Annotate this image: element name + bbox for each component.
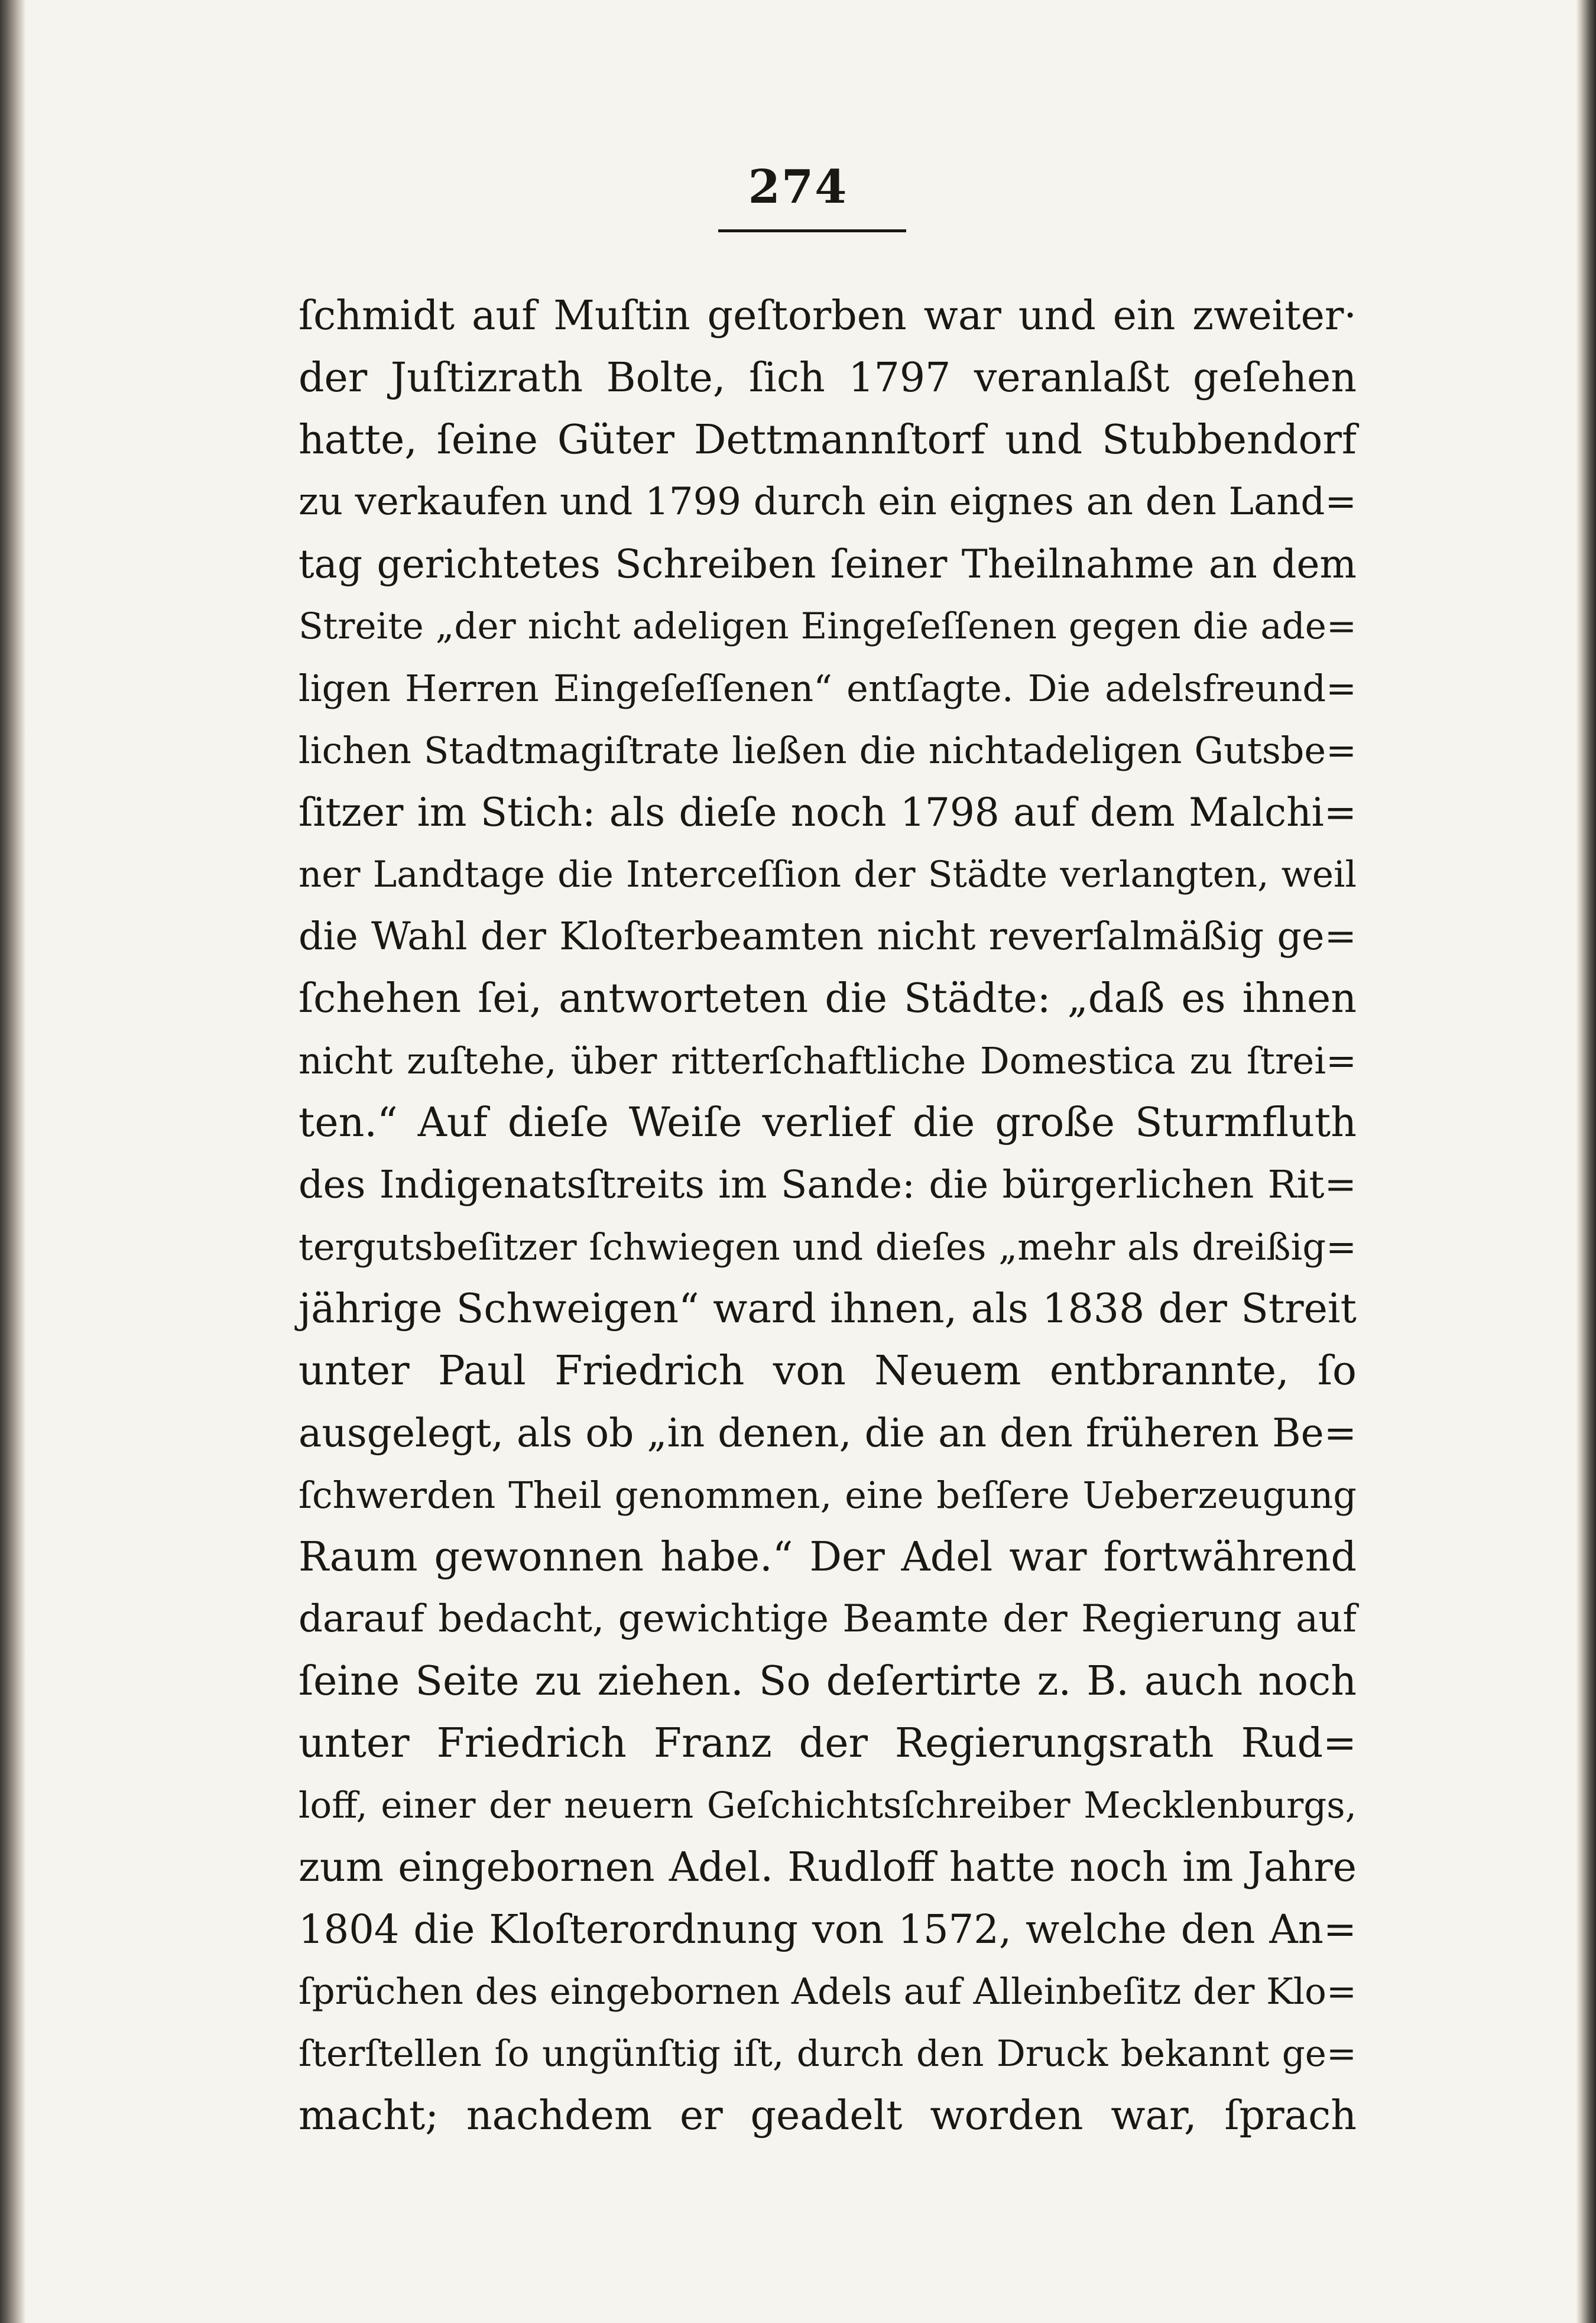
page-edge-right [1576,0,1596,2323]
text-line: tag gerichtetes Schreiben ſeiner Theilnahme an dem [299,541,1357,587]
text-line: ſprüchen des eingebornen Adels auf Alleinbeſitz der Klo= [299,1971,1357,2013]
text-line: unter Friedrich Franz der Regierungsrath Rud= [299,1720,1357,1767]
text-line: die Wahl der Kloſterbeamten nicht reverſalmäßig ge= [299,914,1357,959]
text-line: jährige Schweigen“ ward ihnen, als 1838 der Streit [299,1286,1357,1332]
text-line: ausgelegt, als ob „in denen, die an den früheren Be= [299,1410,1357,1456]
text-line: Streite „der nicht adeligen Eingeſeſſenen gegen die ade= [299,605,1357,647]
text-line: tergutsbeſitzer ſchwiegen und dieſes „mehr als dreißig= [299,1225,1357,1268]
text-line: der Juſtizrath Bolte, ſich 1797 veranlaßt geſehen [299,355,1357,401]
page-number: 274 [748,160,848,214]
text-line: hatte, ſeine Güter Dettmannſtorf und Stubbendorf [299,417,1357,463]
text-line: unter Paul Friedrich von Neuem entbrannte, ſo [299,1348,1357,1394]
text-line: Raum gewonnen habe.“ Der Adel war fortwährend [299,1534,1357,1581]
page-edge-left [0,0,26,2323]
text-line: des Indigenatsſtreits im Sande: die bürgerlichen Rit= [299,1163,1357,1207]
text-line: ſeine Seite zu ziehen. So deſertirte z. B. auch noch [299,1658,1357,1705]
body-text [299,285,1357,2147]
text-line: ſchmidt auf Muſtin geſtorben war und ein zweiter· [299,293,1357,339]
text-line: zu verkaufen und 1799 durch ein eignes an den Land= [299,480,1357,524]
text-line: ten.“ Auf dieſe Weiſe verlief die große Sturmfluth [299,1099,1357,1146]
text-line: nicht zuſtehe, über ritterſchaftliche Domestica zu ſtrei= [299,1039,1357,1082]
text-line: ſchwerden Theil genommen, eine beſſere Ueberzeugung [299,1474,1357,1517]
text-line: loff, einer der neuern Geſchichtsſchreiber Mecklenburgs, [299,1785,1357,1826]
text-line: darauf bedacht, gewichtige Beamte der Regierung auf [299,1597,1357,1641]
text-line: macht; nachdem er geadelt worden war, ſprach [299,2092,1357,2139]
text-line: ner Landtage die Interceſſion der Städte verlangten, weil [299,854,1357,896]
header-rule [718,229,906,232]
text-line: 1804 die Kloſterordnung von 1572, welche den An= [299,1906,1357,1952]
text-line: ſitzer im Stich: als dieſe noch 1798 auf dem Malchi= [299,790,1357,835]
text-line: zum eingebornen Adel. Rudloff hatte noch im Jahre [299,1844,1357,1891]
text-line: ſterſtellen ſo ungünſtig iſt, durch den Druck bekannt ge= [299,2033,1357,2075]
text-line: lichen Stadtmagiſtrate ließen die nichtadeligen Gutsbe= [299,729,1357,772]
text-line: ſchehen ſei, antworteten die Städte: „daß es ihnen [299,975,1357,1022]
text-line: ligen Herren Eingeſeſſenen“ entſagte. Die adelsfreund= [299,667,1357,710]
